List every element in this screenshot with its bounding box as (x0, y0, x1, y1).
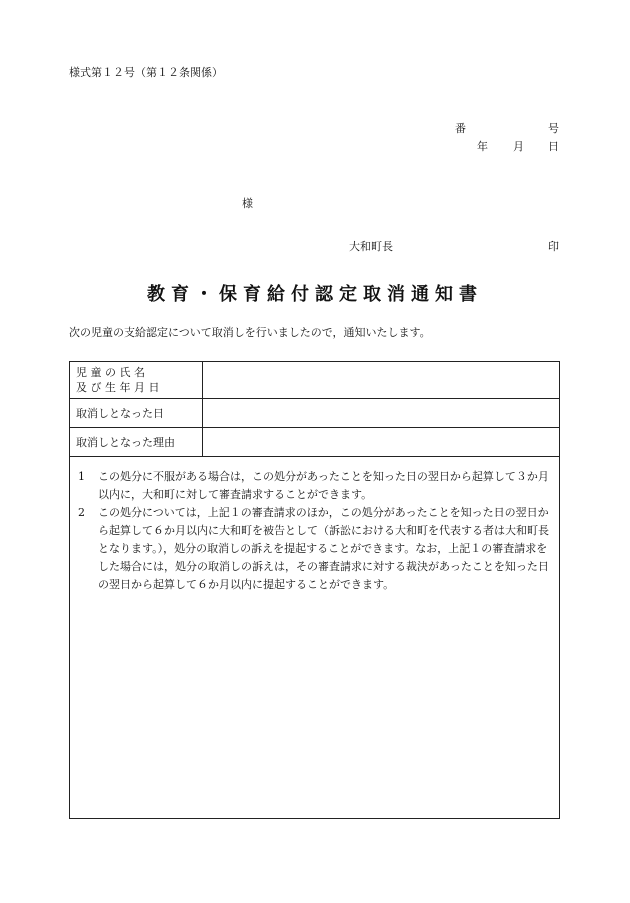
row-label-cancel-date (70, 399, 203, 427)
note-item (78, 504, 551, 594)
document-number-label: 番 (455, 122, 466, 135)
table-row-cancel-reason (70, 428, 559, 456)
label-line-1: 児 童 の 氏 名 (76, 366, 145, 379)
note-item (78, 468, 551, 504)
note-number: 2 (78, 506, 85, 519)
label-text: 取消しとなった理由 (76, 435, 175, 449)
document-title: 教育・保育給付認定取消通知書 (147, 284, 483, 305)
table-row-name-birthdate (70, 362, 559, 399)
seal-mark: 印 (548, 240, 559, 253)
addressee-suffix: 様 (242, 197, 253, 210)
row-label-name-birthdate (70, 362, 203, 398)
date-year-label: 年 (477, 140, 488, 153)
note-text: この処分については，上記１の審査請求のほか，この処分があったことを知った日の翌日から起算して６か月以内に大和町を被告として（訴訟における大和町を代表する者は大和町長となります。），処分の取消しの訴えを提起することができます。なお，上記１の審査請求をした場合には，処分の取消しの訴えは，その審査請求に対する裁決があったことを知った日の翌日から起算して６か月以内に提起することができます。 (98, 506, 549, 591)
child-info-table (69, 361, 560, 457)
cancel-date-field[interactable] (203, 399, 559, 427)
label-text: 取消しとなった日 (76, 406, 164, 420)
form-number: 様式第１２号（第１２条関係） (69, 66, 223, 79)
row-label-cancel-reason (70, 428, 203, 456)
name-birthdate-field[interactable] (203, 362, 559, 398)
note-text: この処分に不服がある場合は，この処分があったことを知った日の翌日から起算して３か月以内に，大和町に対して審査請求することができます。 (98, 470, 549, 501)
intro-text: 次の児童の支給認定について取消しを行いましたので，通知いたします。 (69, 326, 431, 339)
document-number-suffix: 号 (548, 122, 559, 135)
note-number: 1 (78, 470, 85, 483)
notes-box (69, 455, 560, 819)
cancel-reason-field[interactable] (203, 428, 559, 456)
sender-name: 大和町長 (349, 240, 393, 253)
date-day-label: 日 (548, 140, 559, 153)
date-month-label: 月 (513, 140, 524, 153)
label-line-2: 及 び 生 年 月 日 (76, 381, 160, 394)
table-row-cancel-date (70, 399, 559, 428)
